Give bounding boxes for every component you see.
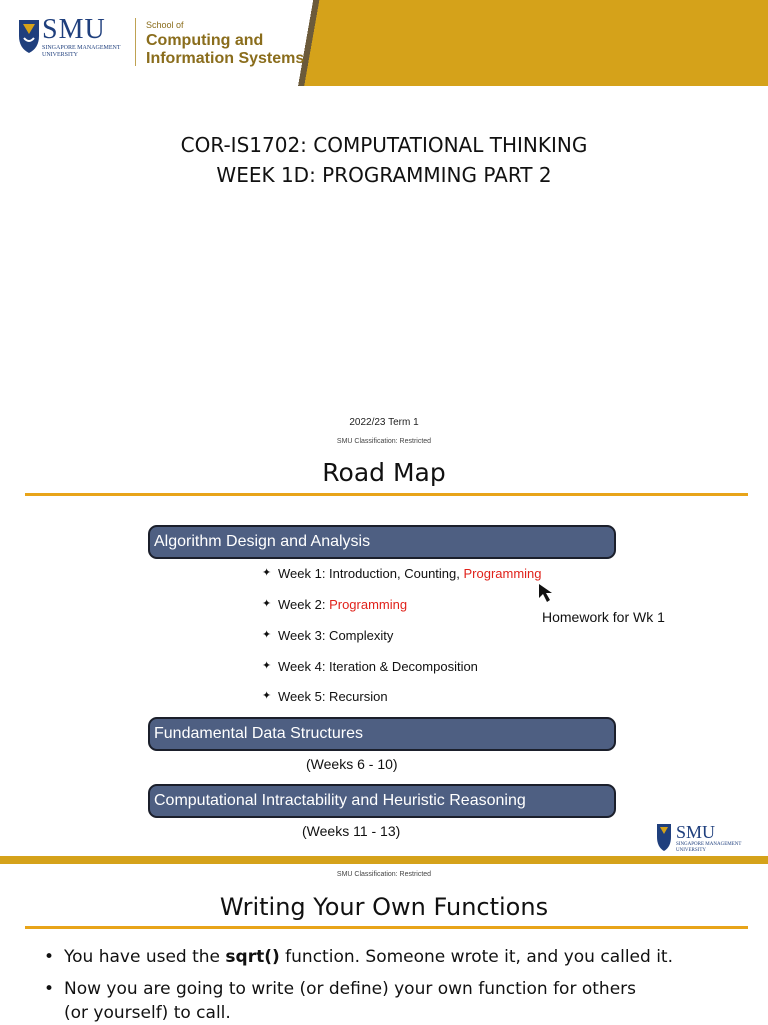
functions-title-rule — [25, 926, 748, 929]
course-title-line1: COR-IS1702: COMPUTATIONAL THINKING — [180, 133, 588, 157]
week-3-item — [262, 628, 393, 643]
school-of-label: School of — [146, 20, 184, 30]
bullet-write-own-text — [44, 977, 744, 1025]
bullet-write-own-line2: (or yourself) to call. — [64, 1003, 231, 1023]
star-bullet-icon: ✦ — [262, 567, 272, 579]
week-3-text: Week 3: Complexity — [278, 628, 394, 643]
section-data-structures: Fundamental Data Structures — [148, 717, 616, 751]
cursor-arrow-icon — [537, 582, 559, 606]
smu-crest-icon — [656, 822, 672, 857]
week-2-highlight: Programming — [329, 597, 408, 612]
bullet-sqrt-text — [44, 945, 744, 969]
roadmap-title-rule — [25, 493, 748, 496]
week-1-item — [262, 566, 542, 581]
week-2-text: Week 2: — [278, 597, 330, 612]
section-algorithm-design: Algorithm Design and Analysis — [148, 525, 616, 559]
week-2-item — [262, 597, 407, 612]
star-bullet-icon: ✦ — [262, 598, 272, 610]
bullet-sqrt — [44, 945, 744, 969]
data-structures-weeks: (Weeks 6 - 10) — [306, 756, 398, 772]
classification-label-2: SMU Classification: Restricted — [336, 871, 432, 878]
roadmap-title: Road Map — [322, 458, 446, 487]
header-gold-band — [292, 0, 768, 86]
smu-footer-logo — [656, 820, 756, 858]
smu-footer-logo-subtitle: SINGAPORE MANAGEMENT UNIVERSITY — [676, 842, 742, 853]
star-bullet-icon: ✦ — [262, 690, 272, 702]
bullet-write-own — [44, 977, 744, 1025]
school-name-line1: Computing and — [146, 32, 264, 49]
week-1-highlight: Programming — [463, 566, 542, 581]
week-5-item — [262, 689, 388, 704]
title-slide — [0, 0, 768, 420]
week-4-text: Week 4: Iteration & Decomposition — [278, 659, 478, 674]
school-name-line2: Information Systems — [146, 50, 305, 67]
week-1-text: Week 1: Introduction, Counting, — [278, 566, 464, 581]
week-5-text: Week 5: Recursion — [278, 689, 388, 704]
bullet-sqrt-bold: sqrt() — [225, 947, 280, 967]
smu-logo-subtitle: SINGAPORE MANAGEMENT UNIVERSITY — [42, 45, 121, 58]
school-name — [146, 32, 304, 68]
star-bullet-icon: ✦ — [262, 660, 272, 672]
smu-footer-logo-text: SMU — [676, 822, 716, 842]
course-title-line2: WEEK 1D: PROGRAMMING PART 2 — [216, 163, 552, 187]
smu-crest-icon — [18, 18, 40, 54]
bullet-sqrt-post: function. Someone wrote it, and you called it. — [279, 947, 673, 967]
bullet-sqrt-pre: You have used the — [64, 947, 226, 967]
logo-divider — [135, 18, 136, 66]
section-intractability: Computational Intractability and Heuristic Reasoning — [148, 784, 616, 818]
functions-title: Writing Your Own Functions — [219, 893, 549, 921]
bullet-write-own-line1: Now you are going to write (or define) your own function for others — [64, 979, 636, 999]
smu-logo-text: SMU — [42, 14, 106, 45]
classification-label: SMU Classification: Restricted — [336, 438, 432, 445]
bullet-dot-icon: • — [44, 947, 55, 967]
term-label: 2022/23 Term 1 — [349, 417, 419, 428]
star-bullet-icon: ✦ — [262, 629, 272, 641]
intractability-weeks: (Weeks 11 - 13) — [302, 823, 401, 839]
course-title — [0, 130, 768, 190]
roadmap-bottom-band — [0, 856, 768, 864]
homework-note: Homework for Wk 1 — [542, 609, 665, 625]
bullet-dot-icon: • — [44, 979, 55, 999]
week-4-item — [262, 659, 478, 674]
